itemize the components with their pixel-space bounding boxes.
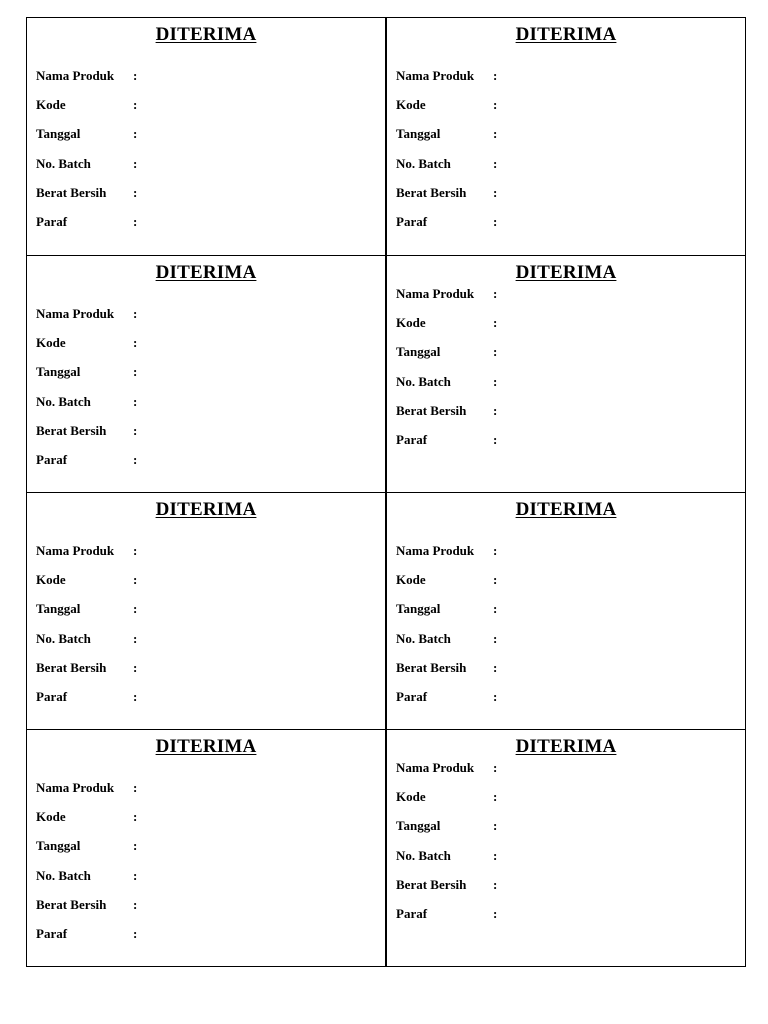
field-separator: : bbox=[493, 126, 498, 142]
label-card-r1-left bbox=[26, 17, 386, 256]
field-label: Kode bbox=[36, 572, 66, 588]
field-label: Tanggal bbox=[36, 838, 81, 854]
field-separator: : bbox=[133, 809, 138, 825]
field-no-batch bbox=[36, 155, 375, 184]
field-list bbox=[396, 67, 735, 242]
field-label: Paraf bbox=[396, 431, 428, 447]
card-title: DITERIMA bbox=[155, 262, 257, 283]
field-kode bbox=[36, 96, 375, 125]
field-label: No. Batch bbox=[36, 393, 91, 409]
field-label: No. Batch bbox=[36, 867, 91, 883]
field-label: Berat Bersih bbox=[396, 402, 467, 418]
field-nama-produk bbox=[396, 759, 735, 788]
field-label: Kode bbox=[396, 315, 426, 331]
field-label: Paraf bbox=[36, 688, 68, 704]
field-separator: : bbox=[133, 213, 138, 229]
field-berat-bersih bbox=[396, 184, 735, 213]
label-card-r4-right bbox=[386, 729, 746, 967]
card-title: DITERIMA bbox=[515, 262, 617, 283]
field-paraf bbox=[36, 213, 375, 242]
field-label: Tanggal bbox=[396, 126, 441, 142]
field-nama-produk bbox=[36, 779, 375, 808]
field-berat-bersih bbox=[396, 402, 735, 431]
field-separator: : bbox=[493, 184, 498, 200]
label-card-r2-right bbox=[386, 255, 746, 493]
field-nama-produk bbox=[36, 542, 375, 571]
field-nama-produk bbox=[396, 542, 735, 571]
field-separator: : bbox=[133, 451, 138, 467]
label-card-r1-right bbox=[386, 17, 746, 256]
field-separator: : bbox=[493, 760, 498, 775]
field-separator: : bbox=[133, 422, 138, 438]
field-label: Nama Produk bbox=[36, 68, 115, 83]
field-paraf bbox=[396, 688, 735, 717]
field-label: Berat Bersih bbox=[396, 876, 467, 892]
field-label: Nama Produk bbox=[396, 286, 475, 301]
field-separator: : bbox=[133, 335, 138, 351]
field-label: Nama Produk bbox=[396, 760, 475, 775]
field-label: Tanggal bbox=[396, 344, 441, 360]
field-separator: : bbox=[493, 286, 498, 301]
field-separator: : bbox=[133, 393, 138, 409]
field-separator: : bbox=[133, 306, 138, 321]
field-kode bbox=[396, 571, 735, 600]
field-separator: : bbox=[493, 543, 498, 558]
field-separator: : bbox=[133, 364, 138, 380]
field-kode bbox=[396, 314, 735, 343]
field-separator: : bbox=[493, 688, 498, 704]
field-no-batch bbox=[36, 630, 375, 659]
label-card-r3-right bbox=[386, 492, 746, 730]
field-label: No. Batch bbox=[396, 373, 451, 389]
field-separator: : bbox=[493, 97, 498, 113]
field-label: Paraf bbox=[396, 905, 428, 921]
field-separator: : bbox=[493, 630, 498, 646]
field-tanggal bbox=[36, 125, 375, 154]
field-nama-produk bbox=[396, 285, 735, 314]
field-list bbox=[396, 285, 735, 460]
field-label: Berat Bersih bbox=[396, 659, 467, 675]
field-label: Paraf bbox=[36, 925, 68, 941]
field-label: Paraf bbox=[36, 213, 68, 229]
field-kode bbox=[36, 334, 375, 363]
field-berat-bersih bbox=[36, 896, 375, 925]
label-card-r2-left bbox=[26, 255, 386, 493]
field-label: Berat Bersih bbox=[36, 184, 107, 200]
field-kode bbox=[396, 788, 735, 817]
field-tanggal bbox=[36, 363, 375, 392]
field-separator: : bbox=[493, 402, 498, 418]
field-label: Tanggal bbox=[396, 818, 441, 834]
field-paraf bbox=[36, 451, 375, 480]
field-paraf bbox=[36, 688, 375, 717]
field-separator: : bbox=[133, 925, 138, 941]
field-separator: : bbox=[133, 838, 138, 854]
field-separator: : bbox=[133, 688, 138, 704]
field-label: Tanggal bbox=[36, 364, 81, 380]
field-label: Nama Produk bbox=[36, 543, 115, 558]
field-no-batch bbox=[396, 847, 735, 876]
field-label: Berat Bersih bbox=[396, 184, 467, 200]
field-label: Kode bbox=[36, 97, 66, 113]
field-separator: : bbox=[133, 601, 138, 617]
field-kode bbox=[36, 571, 375, 600]
field-tanggal bbox=[396, 600, 735, 629]
field-nama-produk bbox=[36, 305, 375, 334]
field-label: No. Batch bbox=[36, 630, 91, 646]
field-tanggal bbox=[36, 600, 375, 629]
field-label: Paraf bbox=[36, 451, 68, 467]
field-separator: : bbox=[493, 789, 498, 805]
label-sheet bbox=[26, 17, 746, 967]
field-label: No. Batch bbox=[396, 155, 451, 171]
field-separator: : bbox=[493, 315, 498, 331]
field-separator: : bbox=[133, 155, 138, 171]
field-no-batch bbox=[396, 155, 735, 184]
field-berat-bersih bbox=[396, 659, 735, 688]
card-title: DITERIMA bbox=[155, 24, 257, 45]
field-kode bbox=[36, 808, 375, 837]
field-no-batch bbox=[396, 373, 735, 402]
field-list bbox=[36, 779, 375, 954]
field-nama-produk bbox=[36, 67, 375, 96]
field-label: Berat Bersih bbox=[36, 896, 107, 912]
field-separator: : bbox=[133, 543, 138, 558]
field-label: Nama Produk bbox=[36, 306, 115, 321]
field-tanggal bbox=[396, 125, 735, 154]
field-separator: : bbox=[493, 68, 498, 83]
field-label: Tanggal bbox=[36, 601, 81, 617]
field-paraf bbox=[396, 431, 735, 460]
field-kode bbox=[396, 96, 735, 125]
field-tanggal bbox=[36, 837, 375, 866]
field-separator: : bbox=[133, 572, 138, 588]
field-label: Kode bbox=[396, 572, 426, 588]
field-label: Nama Produk bbox=[396, 543, 475, 558]
field-tanggal bbox=[396, 343, 735, 372]
field-separator: : bbox=[493, 572, 498, 588]
field-separator: : bbox=[493, 876, 498, 892]
label-card-r3-left bbox=[26, 492, 386, 730]
field-paraf bbox=[396, 905, 735, 934]
field-label: No. Batch bbox=[396, 847, 451, 863]
field-separator: : bbox=[493, 213, 498, 229]
field-berat-bersih bbox=[36, 659, 375, 688]
field-label: Nama Produk bbox=[396, 68, 475, 83]
card-title: DITERIMA bbox=[515, 24, 617, 45]
field-list bbox=[36, 305, 375, 480]
field-separator: : bbox=[133, 659, 138, 675]
field-label: Nama Produk bbox=[36, 780, 115, 795]
field-no-batch bbox=[36, 867, 375, 896]
field-label: Berat Bersih bbox=[36, 659, 107, 675]
field-label: Paraf bbox=[396, 213, 428, 229]
field-nama-produk bbox=[396, 67, 735, 96]
field-separator: : bbox=[133, 780, 138, 795]
field-label: Kode bbox=[396, 789, 426, 805]
field-separator: : bbox=[133, 184, 138, 200]
field-label: Tanggal bbox=[36, 126, 81, 142]
field-list bbox=[396, 542, 735, 717]
field-separator: : bbox=[133, 97, 138, 113]
field-separator: : bbox=[133, 867, 138, 883]
field-separator: : bbox=[133, 630, 138, 646]
field-separator: : bbox=[493, 344, 498, 360]
field-no-batch bbox=[36, 393, 375, 422]
field-berat-bersih bbox=[396, 876, 735, 905]
field-label: Kode bbox=[36, 335, 66, 351]
field-label: No. Batch bbox=[36, 155, 91, 171]
card-title: DITERIMA bbox=[155, 499, 257, 520]
field-label: No. Batch bbox=[396, 630, 451, 646]
field-separator: : bbox=[493, 601, 498, 617]
card-title: DITERIMA bbox=[515, 499, 617, 520]
field-paraf bbox=[36, 925, 375, 954]
field-separator: : bbox=[133, 68, 138, 83]
field-tanggal bbox=[396, 817, 735, 846]
field-berat-bersih bbox=[36, 184, 375, 213]
field-label: Kode bbox=[36, 809, 66, 825]
field-list bbox=[36, 67, 375, 242]
field-separator: : bbox=[493, 431, 498, 447]
field-paraf bbox=[396, 213, 735, 242]
field-berat-bersih bbox=[36, 422, 375, 451]
label-card-r4-left bbox=[26, 729, 386, 967]
field-label: Berat Bersih bbox=[36, 422, 107, 438]
field-label: Tanggal bbox=[396, 601, 441, 617]
field-separator: : bbox=[493, 659, 498, 675]
field-separator: : bbox=[493, 373, 498, 389]
field-separator: : bbox=[133, 896, 138, 912]
card-title: DITERIMA bbox=[515, 736, 617, 757]
card-title: DITERIMA bbox=[155, 736, 257, 757]
field-separator: : bbox=[493, 155, 498, 171]
field-no-batch bbox=[396, 630, 735, 659]
field-separator: : bbox=[493, 818, 498, 834]
field-separator: : bbox=[493, 847, 498, 863]
field-list bbox=[396, 759, 735, 934]
field-separator: : bbox=[493, 905, 498, 921]
field-list bbox=[36, 542, 375, 717]
field-label: Paraf bbox=[396, 688, 428, 704]
field-label: Kode bbox=[396, 97, 426, 113]
field-separator: : bbox=[133, 126, 138, 142]
